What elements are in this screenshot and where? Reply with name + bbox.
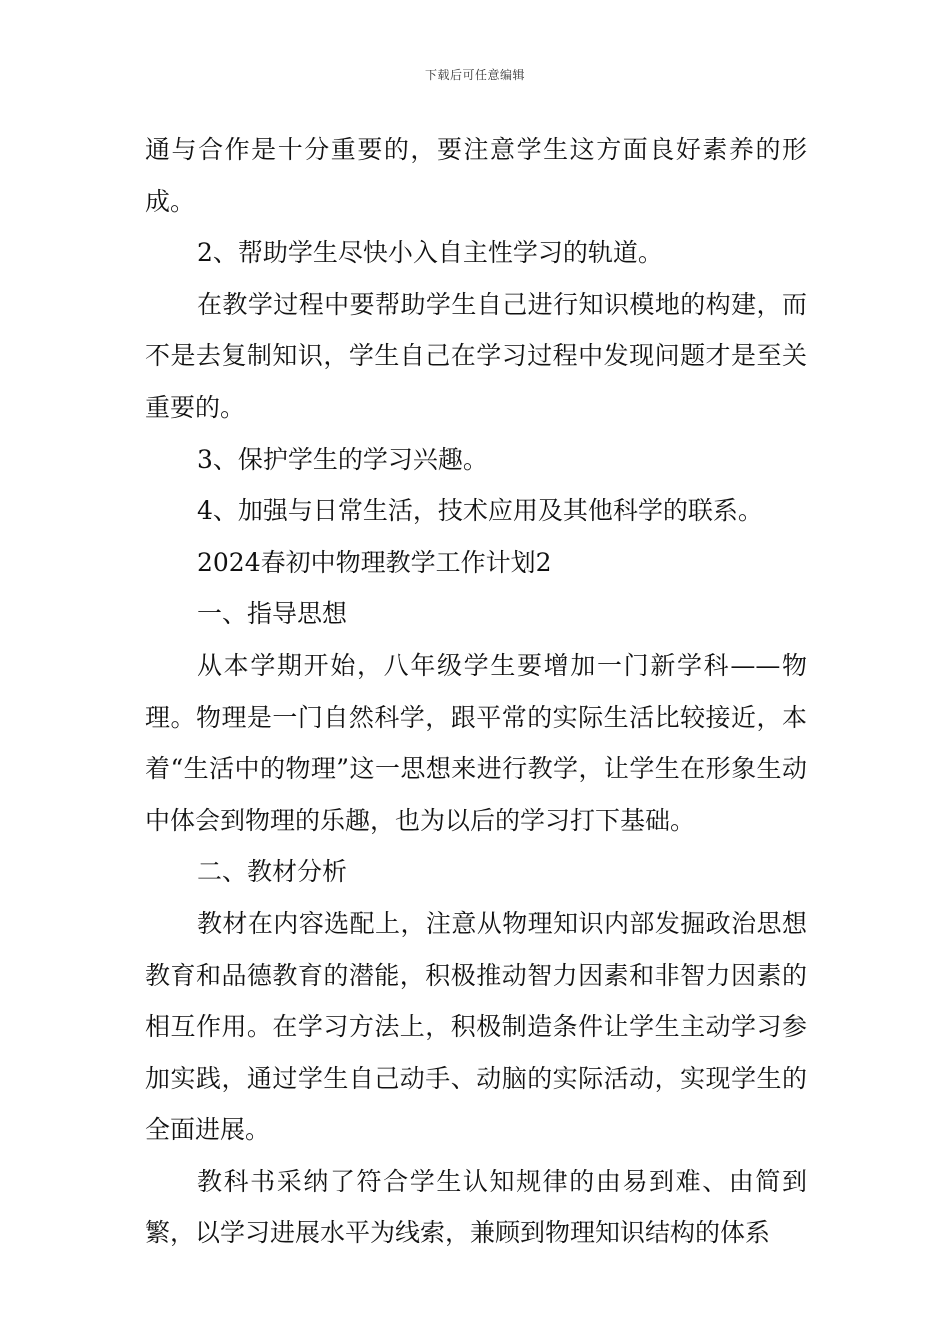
list-item-3: 3、保护学生的学习兴趣。 [197, 444, 488, 474]
list-item-4: 4、加强与日常生活，技术应用及其他科学的联系。 [197, 496, 763, 526]
heading-textbook-analysis: 二、教材分析 [197, 857, 348, 887]
paragraph-textbook-structure: 教科书采纳了符合学生认知规律的由易到难、由简到繁，以学习进展水平为线索，兼顾到物理知识结构的体系 [145, 1166, 807, 1248]
paragraph-guiding-ideology: 从本学期开始，八年级学生要增加一门新学科——物理。物理是一门自然科学，跟平常的实际生活比较接近，本着“生活中的物理”这一思想来进行教学，让学生在形象生动中体会到物理的乐趣，也为以后的学习打下基础。 [145, 650, 807, 835]
paragraph-continuation: 通与合作是十分重要的，要注意学生这方面良好素养的形成。 [145, 135, 807, 216]
paragraph-textbook-analysis: 教材在内容选配上，注意从物理知识内部发掘政治思想教育和品德教育的潜能，积极推动智力因素和非智力因素的相互作用。在学习方法上，积极制造条件让学生主动学习参加实践，通过学生自己动手、动脑的实际活动，实现学生的全面进展。 [145, 908, 807, 1145]
heading-guiding-ideology: 一、指导思想 [197, 599, 348, 629]
section-title: 2024春初中物理教学工作计划2 [197, 547, 552, 577]
list-item-2: 2、帮助学生尽快小入自主性学习的轨道。 [197, 238, 663, 268]
paragraph-knowledge-construction: 在教学过程中要帮助学生自己进行知识模地的构建，而不是去复制知识，学生自己在学习过程中发现问题才是至关重要的。 [145, 289, 807, 422]
header-note: 下载后可任意编辑 [424, 68, 525, 82]
document-body [145, 124, 807, 1259]
